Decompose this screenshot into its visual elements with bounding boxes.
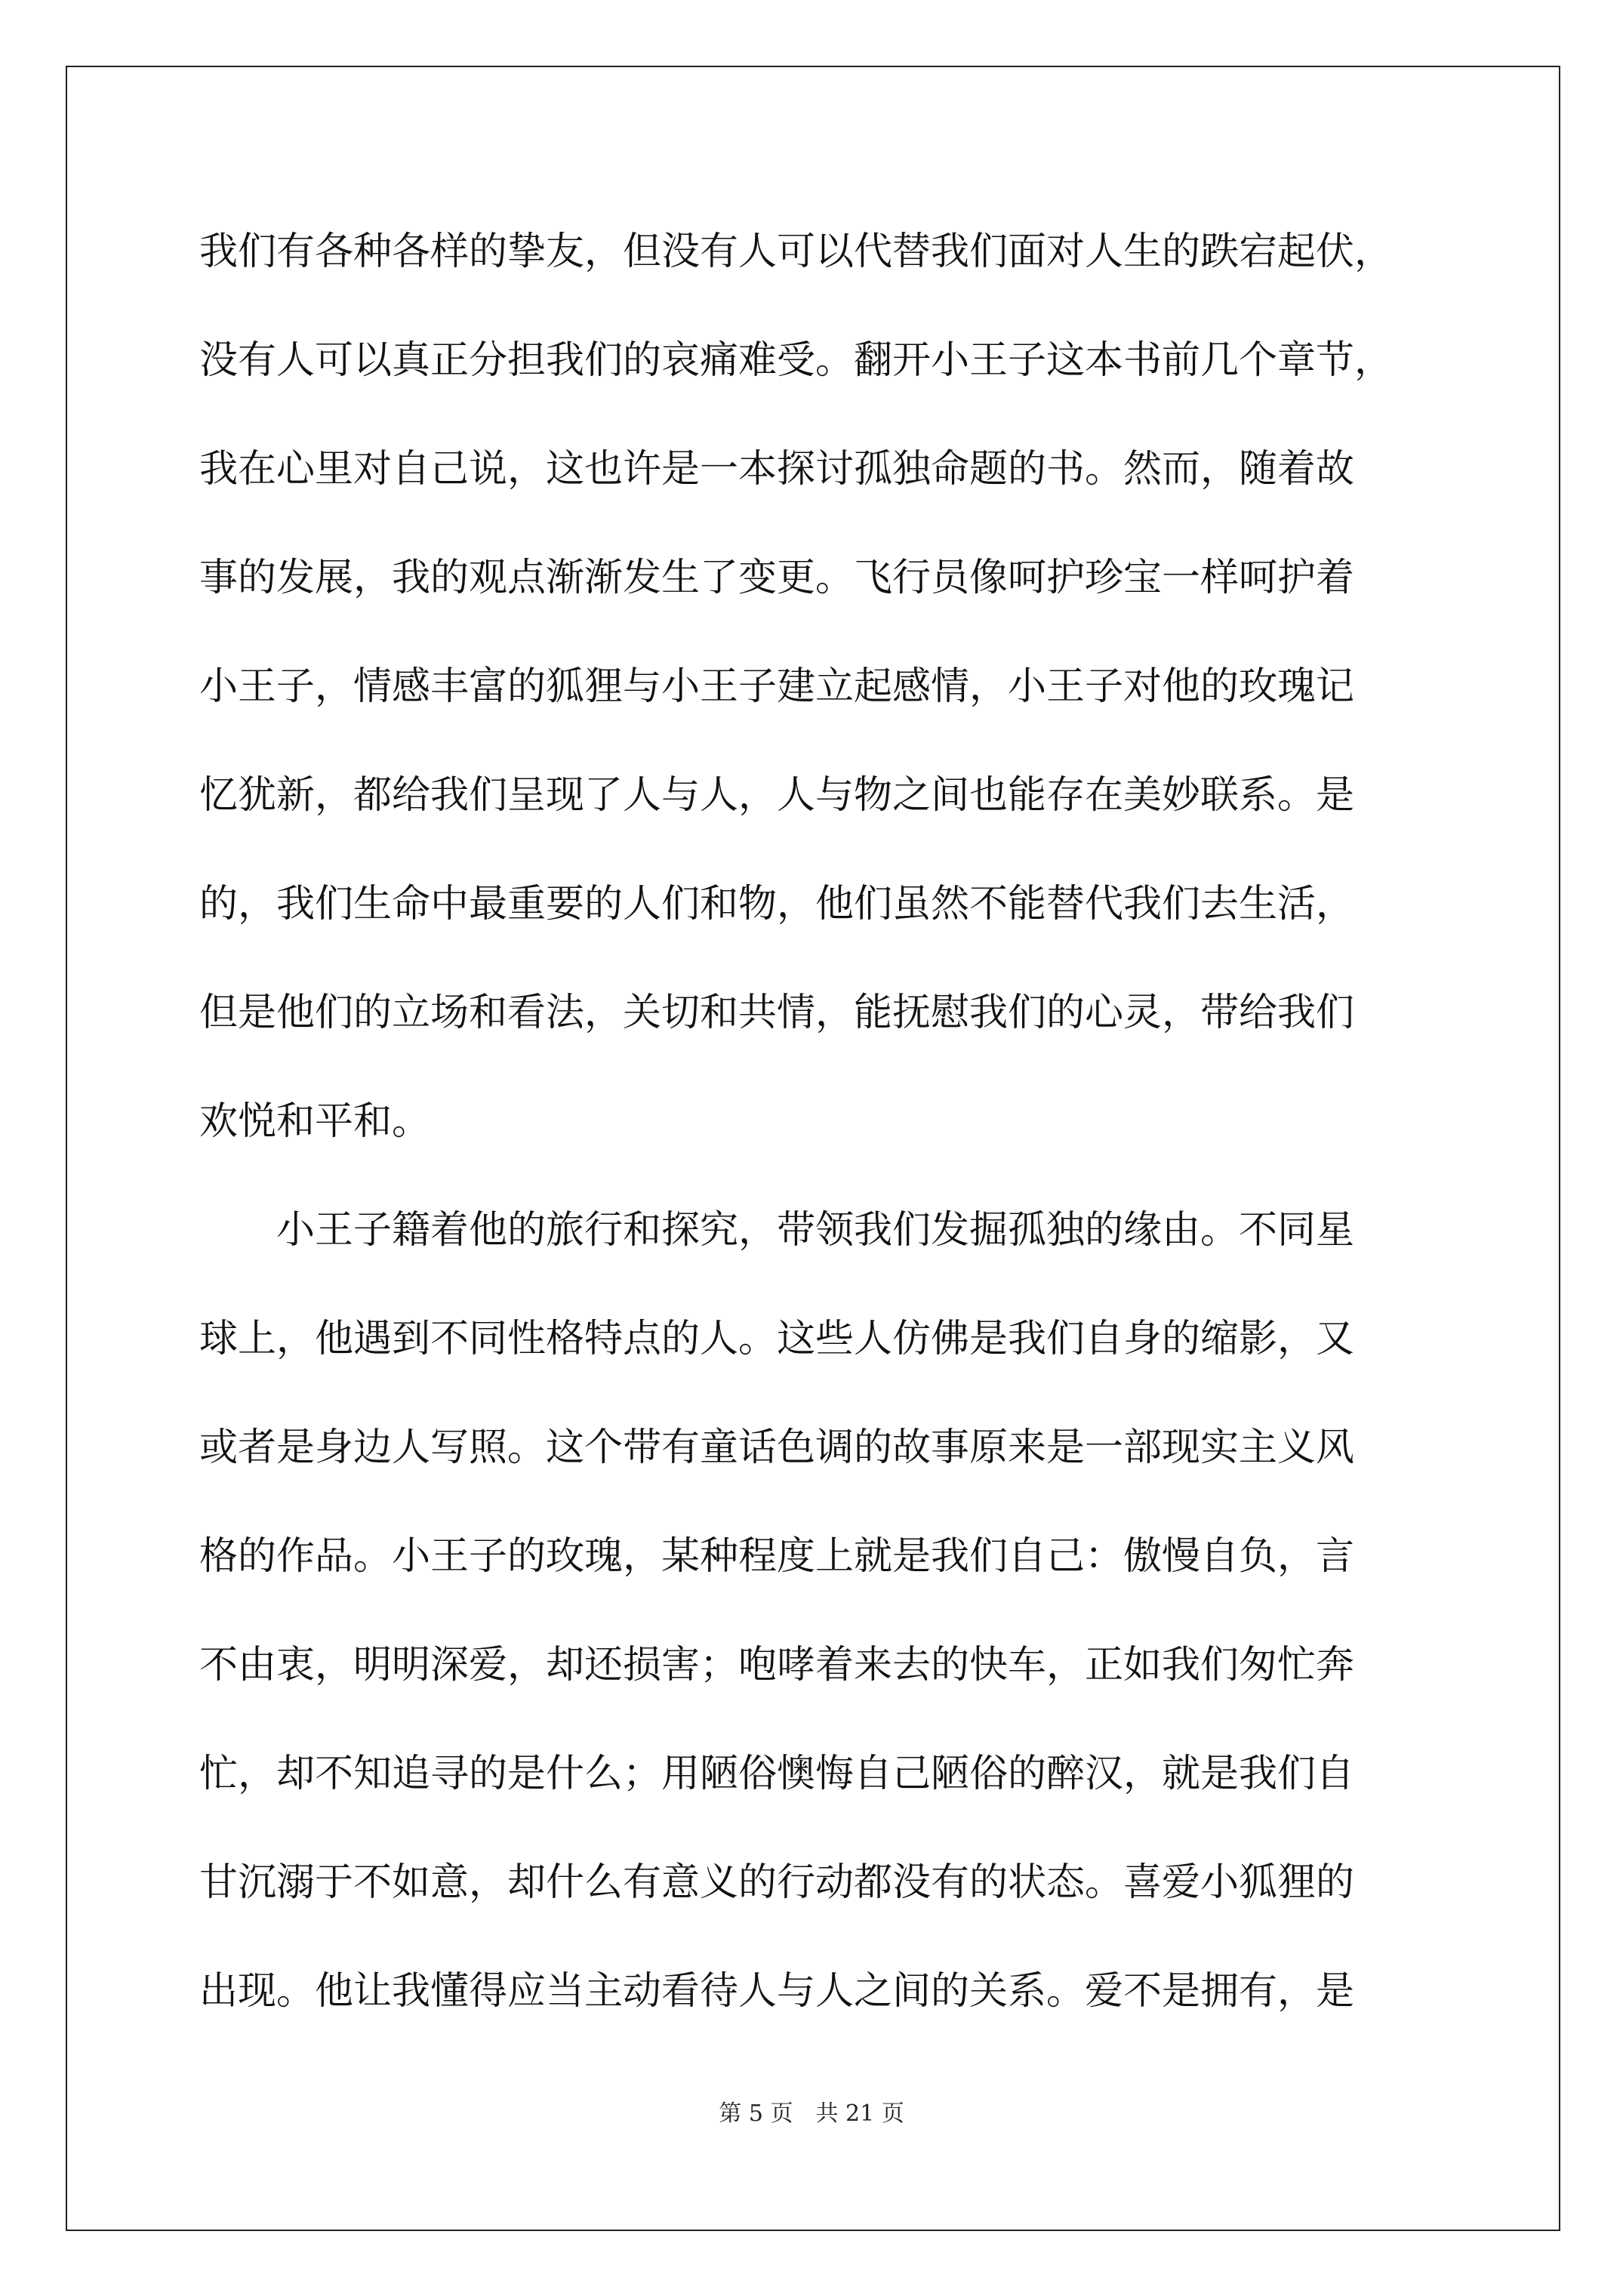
text-line: 但是他们的立场和看法，关切和共情，能抚慰我们的心灵，带给我们 (199, 991, 1355, 1035)
document-body (199, 198, 1442, 2046)
text-line: 或者是身边人写照。这个带有童话色调的故事原来是一部现实主义风 (199, 1425, 1355, 1470)
text-line: 我们有各种各样的挚友，但没有人可以代替我们面对人生的跌宕起伏， (199, 230, 1394, 274)
text-line: 事的发展，我的观点渐渐发生了变更。飞行员像呵护珍宝一样呵护着 (199, 556, 1355, 600)
page-number: 第 5 页 共 21 页 (719, 2100, 904, 2127)
text-line: 的，我们生命中最重要的人们和物，他们虽然不能替代我们去生活， (199, 882, 1355, 926)
text-line: 不由衷，明明深爱，却还损害；咆哮着来去的快车，正如我们匆忙奔 (199, 1643, 1355, 1687)
text-line: 小王子，情感丰富的狐狸与小王子建立起感情，小王子对他的玫瑰记 (199, 664, 1355, 709)
text-line: 没有人可以真正分担我们的哀痛难受。翻开小王子这本书前几个章节， (199, 338, 1394, 383)
text-line: 出现。他让我懂得应当主动看待人与人之间的关系。爱不是拥有，是 (199, 1969, 1355, 2014)
text-line: 忆犹新，都给我们呈现了人与人，人与物之间也能存在美妙联系。是 (199, 773, 1355, 818)
text-line: 小王子籍着他的旅行和探究，带领我们发掘孤独的缘由。不同星 (276, 1208, 1355, 1253)
text-line: 格的作品。小王子的玫瑰，某种程度上就是我们自己：傲慢自负，言 (199, 1534, 1355, 1579)
text-line: 球上，他遇到不同性格特点的人。这些人仿佛是我们自身的缩影，又 (199, 1317, 1355, 1361)
text-line: 甘沉溺于不如意，却什么有意义的行动都没有的状态。喜爱小狐狸的 (199, 1860, 1355, 1905)
text-line: 忙，却不知追寻的是什么；用陋俗懊悔自己陋俗的醉汉，就是我们自 (199, 1752, 1355, 1796)
text-line: 我在心里对自己说，这也许是一本探讨孤独命题的书。然而，随着故 (199, 447, 1355, 492)
text-line: 欢悦和平和。 (199, 1099, 431, 1144)
